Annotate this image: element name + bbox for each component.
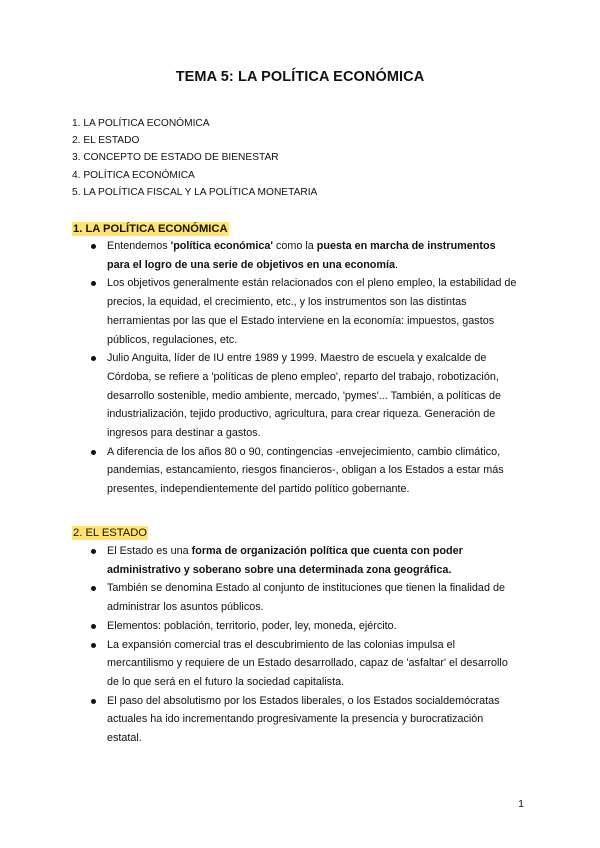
bullet-item bbox=[88, 349, 518, 443]
text-run: como la bbox=[272, 240, 317, 252]
text-run: Entendemos bbox=[107, 240, 171, 252]
page-title: TEMA 5: LA POLÍTICA ECONÓMICA bbox=[175, 69, 425, 85]
page-number: 1 bbox=[518, 798, 524, 810]
toc-item: 4. POLÍTICA ECONÓMICA bbox=[72, 169, 195, 181]
bold-text-run: forma de organización política que cuenta con poder administrativo y soberano sobre una determinada zona geográfica. bbox=[107, 545, 463, 576]
toc-item: 2. EL ESTADO bbox=[72, 135, 140, 147]
toc-item: 5. LA POLÍTICA FISCAL Y LA POLÍTICA MONETARIA bbox=[72, 186, 318, 198]
text-run: También se denomina Estado al conjunto de instituciones que tienen la finalidad de administrar los asuntos públicos. bbox=[107, 582, 505, 614]
text-run: . bbox=[395, 258, 398, 271]
bullet-item bbox=[88, 579, 518, 616]
bullet-item bbox=[88, 237, 518, 274]
table-of-contents bbox=[72, 115, 317, 201]
toc-item: 1. LA POLÍTICA ECONÓMICA bbox=[72, 118, 210, 129]
text-run: Los objetivos generalmente están relacionados con el pleno empleo, la estabilidad de precios, la equidad, el crecimiento, etc., y los instrumentos son las distintas herramientas por las que el Estado interviene en la economía: impuestos, gastos públicos, regulaciones, etc. bbox=[107, 277, 517, 346]
bold-text-run: puesta en marcha de instrumentos para el logro de una serie de objetivos en una economía bbox=[107, 240, 496, 271]
section-heading-politica-economica: 1. LA POLÍTICA ECONÓMICA bbox=[73, 223, 228, 235]
toc-item: 3. CONCEPTO DE ESTADO DE BIENESTAR bbox=[72, 152, 279, 164]
section-2-bullet-list bbox=[88, 542, 518, 748]
bullet-item bbox=[88, 274, 518, 349]
bold-text-run: 'política económica' bbox=[170, 240, 273, 252]
bullet-item bbox=[88, 617, 518, 636]
bullet-item bbox=[88, 542, 518, 579]
bullet-item bbox=[88, 636, 518, 692]
bullet-item bbox=[88, 443, 518, 499]
text-run: El Estado es una bbox=[107, 545, 192, 557]
section-1-bullet-list bbox=[88, 237, 518, 499]
bullet-item bbox=[88, 692, 518, 748]
text-run: La expansión comercial tras el descubrimiento de las colonias impulsa el mercantilismo y requiere de un Estado desarrollado, capaz de 'asfaltar' el desarrollo de lo que será en el futuro la sociedad capitalista. bbox=[107, 638, 508, 688]
text-run: A diferencia de los años 80 o 90, contingencias -envejecimiento, cambio climático, pandemias, estancamiento, riesgos financieros-, obligan a los Estados a estar más presentes, independientemente del partido político gobernante. bbox=[107, 445, 504, 496]
section-heading-el-estado: 2. EL ESTADO bbox=[73, 527, 147, 539]
text-run: El paso del absolutismo por los Estados liberales, o los Estados socialdemócratas actuales ha ido incrementando progresivamente la presencia y burocratización estatal. bbox=[107, 694, 500, 745]
text-run: Julio Anguita, líder de IU entre 1989 y 1999. Maestro de escuela y exalcalde de Córdoba, se refiere a 'políticas de pleno empleo', reparto del trabajo, robotización, desarrollo sostenible, medio ambiente, mercado, 'pymes'... También, a políticas de industrialización, tejido productivo, agricultura, para crear riqueza. Generación de ingresos para destinar a gastos. bbox=[107, 352, 502, 440]
text-run: Elementos: población, territorio, poder, ley, moneda, ejército. bbox=[107, 619, 397, 632]
